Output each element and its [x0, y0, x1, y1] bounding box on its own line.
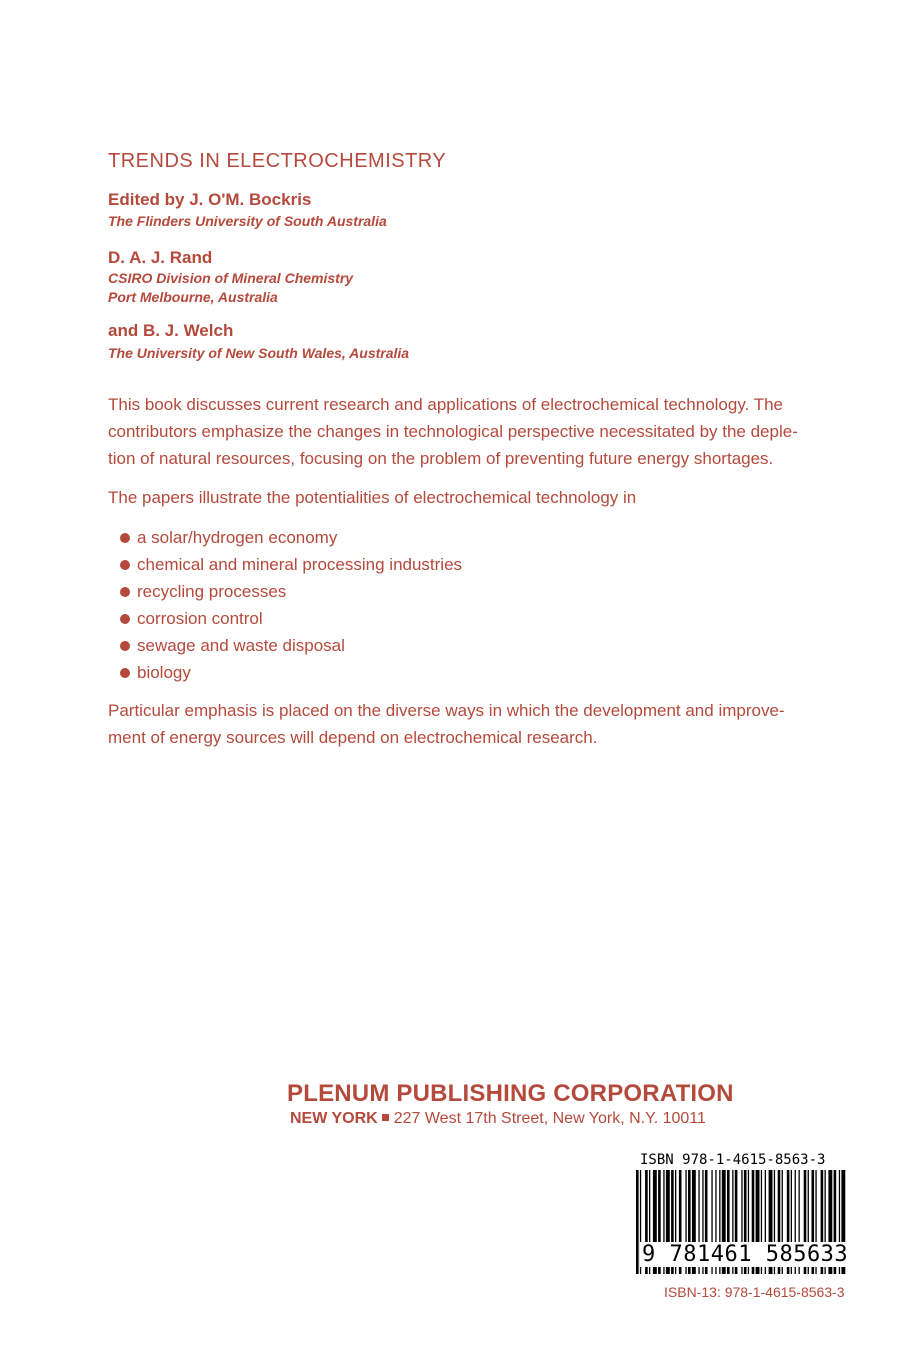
publisher-street: 227 West 17th Street, New York, N.Y. 10011 [393, 1110, 706, 1127]
bullet-icon [120, 614, 130, 624]
isbn-13-label: ISBN-13: 978-1-4615-8563-3 [664, 1284, 845, 1300]
barcode [636, 1152, 868, 1276]
bullet-icon [120, 587, 130, 597]
barcode-isbn-text: ISBN 978-1-4615-8563-3 [640, 1152, 826, 1168]
list-item-label: biology [137, 663, 191, 682]
paragraph-2-line: The papers illustrate the potentialities of electrochemical technology in [108, 488, 637, 507]
editor-affiliation-rand-line2: Port Melbourne, Australia [108, 289, 278, 305]
editor-affiliation-bockris: The Flinders University of South Australia [108, 213, 387, 229]
bullet-icon [120, 533, 130, 543]
barcode-bar [636, 1170, 639, 1274]
list-item [120, 551, 462, 578]
editor-affiliation-welch: The University of New South Wales, Australia [108, 345, 410, 361]
list-item-label: recycling processes [137, 582, 287, 601]
barcode-digits: 9 781461 585633 [642, 1242, 849, 1267]
list-item [120, 605, 462, 632]
square-separator-icon [382, 1114, 389, 1121]
publisher-name: PLENUM PUBLISHING CORPORATION [287, 1080, 734, 1107]
list-item [120, 524, 462, 551]
bullet-icon [120, 668, 130, 678]
paragraph-1-line: contributors emphasize the changes in technological perspective necessitated by the deple- [108, 422, 798, 441]
publisher-city: NEW YORK [290, 1110, 378, 1127]
editor-name-welch: and B. J. Welch [108, 321, 234, 340]
list-item-label: sewage and waste disposal [137, 636, 345, 655]
editor-name-rand: D. A. J. Rand [108, 248, 213, 267]
list-item [120, 578, 462, 605]
description-paragraph-3 [108, 697, 868, 751]
list-item-label: corrosion control [137, 609, 263, 628]
application-list [120, 524, 462, 686]
paragraph-1-line: This book discusses current research and applications of electrochemical technology. The [108, 395, 784, 414]
paragraph-3-line: ment of energy sources will depend on electrochemical research. [108, 728, 598, 747]
bullet-icon [120, 560, 130, 570]
editor-affiliation-rand-line1: CSIRO Division of Mineral Chemistry [108, 270, 354, 286]
list-item [120, 659, 462, 686]
editor-name-bockris: Edited by J. O'M. Bockris [108, 190, 312, 209]
paragraph-3-line: Particular emphasis is placed on the diverse ways in which the development and improve- [108, 701, 785, 720]
bullet-icon [120, 641, 130, 651]
description-paragraph-1 [108, 391, 868, 472]
series-title: TRENDS IN ELECTROCHEMISTRY [108, 150, 447, 172]
list-item [120, 632, 462, 659]
paragraph-1-line: tion of natural resources, focusing on the problem of preventing future energy shortages. [108, 449, 774, 468]
publisher-address [290, 1110, 706, 1128]
list-item-label: a solar/hydrogen economy [137, 528, 338, 547]
description-paragraph-2 [108, 484, 868, 511]
list-item-label: chemical and mineral processing industries [137, 555, 463, 574]
